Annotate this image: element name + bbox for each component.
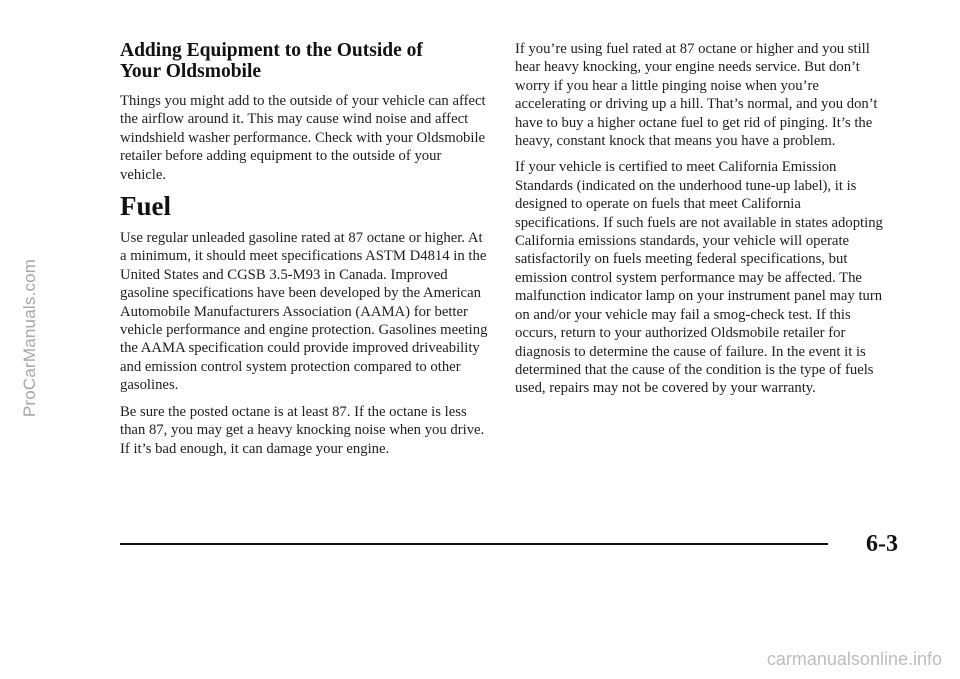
equipment-heading <box>120 40 488 82</box>
side-watermark: ProCarManuals.com <box>20 258 39 418</box>
page-number: 6-3 <box>866 531 898 557</box>
left-column <box>120 40 488 466</box>
octane-paragraph: Be sure the posted octane is at least 87. If the octane is less than 87, you may get a heavy knocking noise when you drive. If it’s bad enough, it can damage your engine. <box>120 403 485 457</box>
equipment-heading-line1: Adding Equipment to the Outside of <box>120 40 423 61</box>
california-paragraph: If your vehicle is certified to meet California Emission Standards (indicated on the underhood tune-up label), it is designed to operate on fuels that meet California specifications. If such fuels are not available in states adopting California emissions standards, your vehicle will operate satisfactorily on fuels meeting federal specifications, but emission control system performance may be affected. The malfunction indicator lamp on your instrument panel may turn on and/or your vehicle may fail a smog-check test. If this occurs, return to your authorized Oldsmobile retailer for diagnosis to determine the cause of failure. In the event it is determined that the cause of the condition is the type of fuels used, repairs may not be covered by your warranty. <box>515 159 883 397</box>
fuel-paragraph: Use regular unleaded gasoline rated at 87 octane or higher. At a minimum, it should meet specifications ASTM D4814 in the United States and CGSB 3.5-M93 in Canada. Improved gasoline specifications have been developed by the American Automobile Manufacturers Association (AAMA) for better vehicle performance and engine protection. Gasolines meeting the AAMA specification could provide improved driveability and emission control system protection compared to other gasolines. <box>120 230 488 394</box>
pinging-paragraph: If you’re using fuel rated at 87 octane or higher and you still hear heavy knocking, your engine needs service. But don’t worry if you hear a little pinging noise when you’re accelerating or driving up a hill. That’s normal, and you don’t have to buy a higher octane fuel to get rid of pinging. It’s the heavy, constant knock that means you have a problem. <box>515 41 878 150</box>
fuel-heading: Fuel <box>120 191 171 222</box>
footer-rule <box>120 543 828 545</box>
right-column <box>515 40 883 406</box>
footer-watermark: carmanualsonline.info <box>766 649 942 669</box>
equipment-heading-line2: Your Oldsmobile <box>120 61 262 82</box>
equipment-paragraph: Things you might add to the outside of your vehicle can affect the airflow around it. This may cause wind noise and affect windshield washer performance. Check with your Oldsmobile retailer before adding equipment to the outside of your vehicle. <box>120 93 486 183</box>
